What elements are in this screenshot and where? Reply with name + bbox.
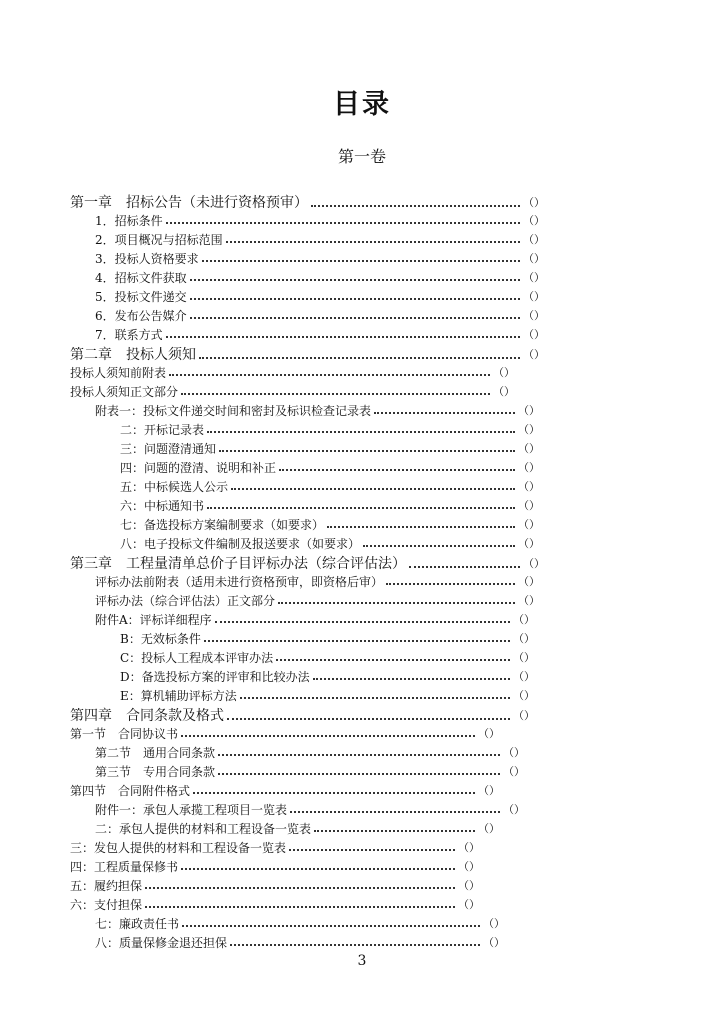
toc-entry-label: 第四节 合同附件格式 bbox=[70, 784, 191, 798]
toc-entry bbox=[120, 668, 535, 684]
dot-leader bbox=[386, 582, 515, 585]
dot-leader bbox=[289, 848, 455, 851]
toc-entry-page: （） bbox=[518, 480, 540, 493]
toc-entry bbox=[95, 820, 500, 836]
toc-entry bbox=[95, 744, 525, 760]
toc-entry-page: （） bbox=[523, 290, 545, 303]
toc-entry-page: （） bbox=[523, 328, 545, 341]
dot-leader bbox=[218, 772, 500, 775]
toc-entry-page: （） bbox=[518, 404, 540, 417]
toc-entry-page: （） bbox=[523, 233, 545, 246]
toc-entry-page: （） bbox=[523, 348, 545, 361]
dot-leader bbox=[230, 943, 480, 946]
toc-entry-label: 二：开标记录表 bbox=[120, 423, 205, 437]
dot-leader bbox=[199, 356, 520, 359]
toc-entry-page: （） bbox=[518, 537, 540, 550]
toc-entry-label: 7．联系方式 bbox=[95, 328, 163, 342]
toc-entry bbox=[95, 269, 545, 285]
toc-entry bbox=[120, 630, 535, 646]
toc-entry-label: B：无效标条件 bbox=[120, 632, 201, 646]
toc-entry-label: 5．投标文件递交 bbox=[95, 290, 187, 304]
toc-entry bbox=[95, 801, 525, 817]
toc-entry bbox=[120, 478, 540, 494]
toc-entry-page: （） bbox=[523, 557, 545, 570]
toc-entry-page: （） bbox=[483, 917, 505, 930]
dot-leader bbox=[202, 259, 520, 262]
dot-leader bbox=[181, 867, 455, 870]
dot-leader bbox=[166, 221, 520, 224]
toc-entry bbox=[95, 231, 545, 247]
toc-entry-page: （） bbox=[513, 651, 535, 664]
toc-entry-label: D：备选投标方案的评审和比较办法 bbox=[120, 670, 310, 684]
toc-entry-page: （） bbox=[518, 499, 540, 512]
toc-entry-label: 1．招标条件 bbox=[95, 214, 163, 228]
dot-leader bbox=[193, 791, 475, 794]
toc-entry bbox=[120, 497, 540, 513]
toc-entry-label: 五：中标候选人公示 bbox=[120, 480, 229, 494]
dot-leader bbox=[227, 717, 510, 720]
volume-heading: 第一卷 bbox=[337, 147, 386, 166]
toc-entry bbox=[70, 896, 480, 912]
dot-leader bbox=[145, 886, 455, 889]
toc-chapter-entry bbox=[70, 193, 545, 211]
dot-leader bbox=[374, 411, 515, 414]
dot-leader bbox=[219, 449, 515, 452]
toc-entry bbox=[95, 915, 505, 931]
dot-leader bbox=[314, 829, 475, 832]
toc-entry-label: 四：问题的澄清、说明和补正 bbox=[120, 461, 277, 475]
toc-entry bbox=[95, 934, 505, 950]
toc-entry-page: （） bbox=[513, 689, 535, 702]
toc-chapter-entry bbox=[70, 345, 545, 363]
toc-entry-page: （） bbox=[518, 423, 540, 436]
toc-entry bbox=[95, 288, 545, 304]
toc-entry-page: （） bbox=[478, 822, 500, 835]
dot-leader bbox=[231, 487, 515, 490]
toc-entry-page: （） bbox=[493, 385, 515, 398]
toc-entry-page: （） bbox=[513, 670, 535, 683]
toc-entry-page: （） bbox=[518, 575, 540, 588]
toc-entry-page: （） bbox=[518, 442, 540, 455]
toc-entry bbox=[120, 516, 540, 532]
toc-entry bbox=[70, 858, 480, 874]
toc-entry bbox=[95, 402, 540, 418]
toc-entry-label: 八：质量保修金退还担保 bbox=[95, 936, 228, 950]
dot-leader bbox=[169, 373, 490, 376]
toc-entry-label: 四：工程质量保修书 bbox=[70, 860, 179, 874]
dot-leader bbox=[313, 677, 510, 680]
toc-entry-label: 七：备选投标方案编制要求（如要求） bbox=[120, 518, 325, 532]
toc-entry-label: 五：履约担保 bbox=[70, 879, 143, 893]
toc-entry bbox=[70, 782, 500, 798]
toc-entry-label: 第一节 合同协议书 bbox=[70, 727, 179, 741]
toc-entry-page: （） bbox=[503, 803, 525, 816]
dot-leader bbox=[181, 734, 475, 737]
toc-chapter-entry bbox=[70, 706, 535, 724]
toc-entry-page: （） bbox=[458, 841, 480, 854]
toc-entry-page: （） bbox=[523, 252, 545, 265]
toc-entry bbox=[120, 649, 535, 665]
toc-entry-label: 三：发包人提供的材料和工程设备一览表 bbox=[70, 841, 287, 855]
toc-entry bbox=[95, 212, 545, 228]
toc-entry-page: （） bbox=[503, 765, 525, 778]
dot-leader bbox=[204, 639, 510, 642]
toc-entry bbox=[120, 459, 540, 475]
toc-entry bbox=[95, 307, 545, 323]
toc-entry bbox=[70, 364, 515, 380]
page-title: 目录 bbox=[333, 89, 391, 120]
toc-entry-label: 六：中标通知书 bbox=[120, 499, 205, 513]
toc-entry-page: （） bbox=[523, 196, 545, 209]
dot-leader bbox=[166, 335, 520, 338]
toc-entry bbox=[70, 839, 480, 855]
toc-entry-label: 第三节 专用合同条款 bbox=[95, 765, 216, 779]
dot-leader bbox=[409, 565, 520, 568]
dot-leader bbox=[182, 924, 480, 927]
toc-entry-page: （） bbox=[518, 518, 540, 531]
toc-entry-label: 3．投标人资格要求 bbox=[95, 252, 199, 266]
toc-entry-page: （） bbox=[523, 214, 545, 227]
dot-leader bbox=[190, 316, 520, 319]
dot-leader bbox=[278, 601, 515, 604]
toc-entry-label: 八：电子投标文件编制及报送要求（如要求） bbox=[120, 537, 361, 551]
dot-leader bbox=[240, 696, 510, 699]
toc-entry-label: E：算机辅助评标方法 bbox=[120, 689, 237, 703]
dot-leader bbox=[207, 506, 515, 509]
toc-entry-page: （） bbox=[458, 879, 480, 892]
toc-entry-label: 附件一：承包人承揽工程项目一览表 bbox=[95, 803, 288, 817]
toc-entry-label: 二：承包人提供的材料和工程设备一览表 bbox=[95, 822, 312, 836]
toc-entry-label: 三：问题澄清通知 bbox=[120, 442, 217, 456]
toc-entry-page: （） bbox=[483, 936, 505, 949]
toc-entry-page: （） bbox=[458, 860, 480, 873]
toc-entry-label: 6．发布公告媒介 bbox=[95, 309, 187, 323]
toc-entry bbox=[120, 440, 540, 456]
toc-entry bbox=[95, 573, 540, 589]
toc-entry-page: （） bbox=[493, 366, 515, 379]
toc-entry-label: 附件A：评标详细程序 bbox=[95, 613, 212, 627]
dot-leader bbox=[215, 620, 510, 623]
toc-entry-page: （） bbox=[503, 746, 525, 759]
dot-leader bbox=[290, 810, 500, 813]
toc-entry-page: （） bbox=[478, 727, 500, 740]
dot-leader bbox=[327, 525, 515, 528]
toc-entry-label: 4．招标文件获取 bbox=[95, 271, 187, 285]
toc-entry-page: （） bbox=[513, 709, 535, 722]
toc-entry bbox=[120, 421, 540, 437]
toc-entry-page: （） bbox=[513, 632, 535, 645]
toc-entry-page: （） bbox=[458, 898, 480, 911]
toc-entry-label: C：投标人工程成本评审办法 bbox=[120, 651, 274, 665]
dot-leader bbox=[363, 544, 515, 547]
dot-leader bbox=[190, 297, 520, 300]
toc-entry-label: 评标办法前附表（适用未进行资格预审，即资格后审） bbox=[95, 575, 384, 589]
toc-entry-page: （） bbox=[513, 613, 535, 626]
toc-entry-page: （） bbox=[478, 784, 500, 797]
dot-leader bbox=[279, 468, 515, 471]
dot-leader bbox=[207, 430, 515, 433]
toc-entry bbox=[95, 763, 525, 779]
toc-entry-label: 第一章 招标公告（未进行资格预审） bbox=[70, 195, 308, 211]
toc-entry-label: 评标办法（综合评估法）正文部分 bbox=[95, 594, 276, 608]
dot-leader bbox=[218, 753, 500, 756]
toc-entry-label: 第四章 合同条款及格式 bbox=[70, 708, 224, 724]
toc-entry bbox=[95, 250, 545, 266]
toc-entry-label: 第二节 通用合同条款 bbox=[95, 746, 216, 760]
toc-chapter-entry bbox=[70, 554, 545, 572]
dot-leader bbox=[226, 240, 520, 243]
dot-leader bbox=[181, 392, 490, 395]
toc-entry bbox=[70, 877, 480, 893]
dot-leader bbox=[190, 278, 520, 281]
toc-entry-page: （） bbox=[523, 271, 545, 284]
page-number: 3 bbox=[357, 953, 367, 969]
toc-entry-label: 第三章 工程量清单总价子目评标办法（综合评估法） bbox=[70, 556, 406, 572]
toc-entry-label: 六：支付担保 bbox=[70, 898, 143, 912]
toc-entry bbox=[70, 383, 515, 399]
toc-entry bbox=[120, 535, 540, 551]
toc-entry bbox=[70, 725, 500, 741]
dot-leader bbox=[311, 204, 520, 207]
toc-entry bbox=[95, 326, 545, 342]
dot-leader bbox=[145, 905, 455, 908]
toc-entry bbox=[95, 611, 535, 627]
toc-entry-page: （） bbox=[518, 461, 540, 474]
toc-entry-label: 投标人须知正文部分 bbox=[70, 385, 179, 399]
toc-entry-label: 投标人须知前附表 bbox=[70, 366, 167, 380]
toc-entry-label: 附表一：投标文件递交时间和密封及标识检查记录表 bbox=[95, 404, 372, 418]
toc-entry-label: 第二章 投标人须知 bbox=[70, 347, 196, 363]
dot-leader bbox=[276, 658, 510, 661]
toc-entry-page: （） bbox=[518, 594, 540, 607]
toc-entry-label: 2．项目概况与招标范围 bbox=[95, 233, 223, 247]
toc-entry bbox=[95, 592, 540, 608]
toc-entry-label: 七：廉政责任书 bbox=[95, 917, 180, 931]
toc-entry-page: （） bbox=[523, 309, 545, 322]
toc-entry bbox=[120, 687, 535, 703]
